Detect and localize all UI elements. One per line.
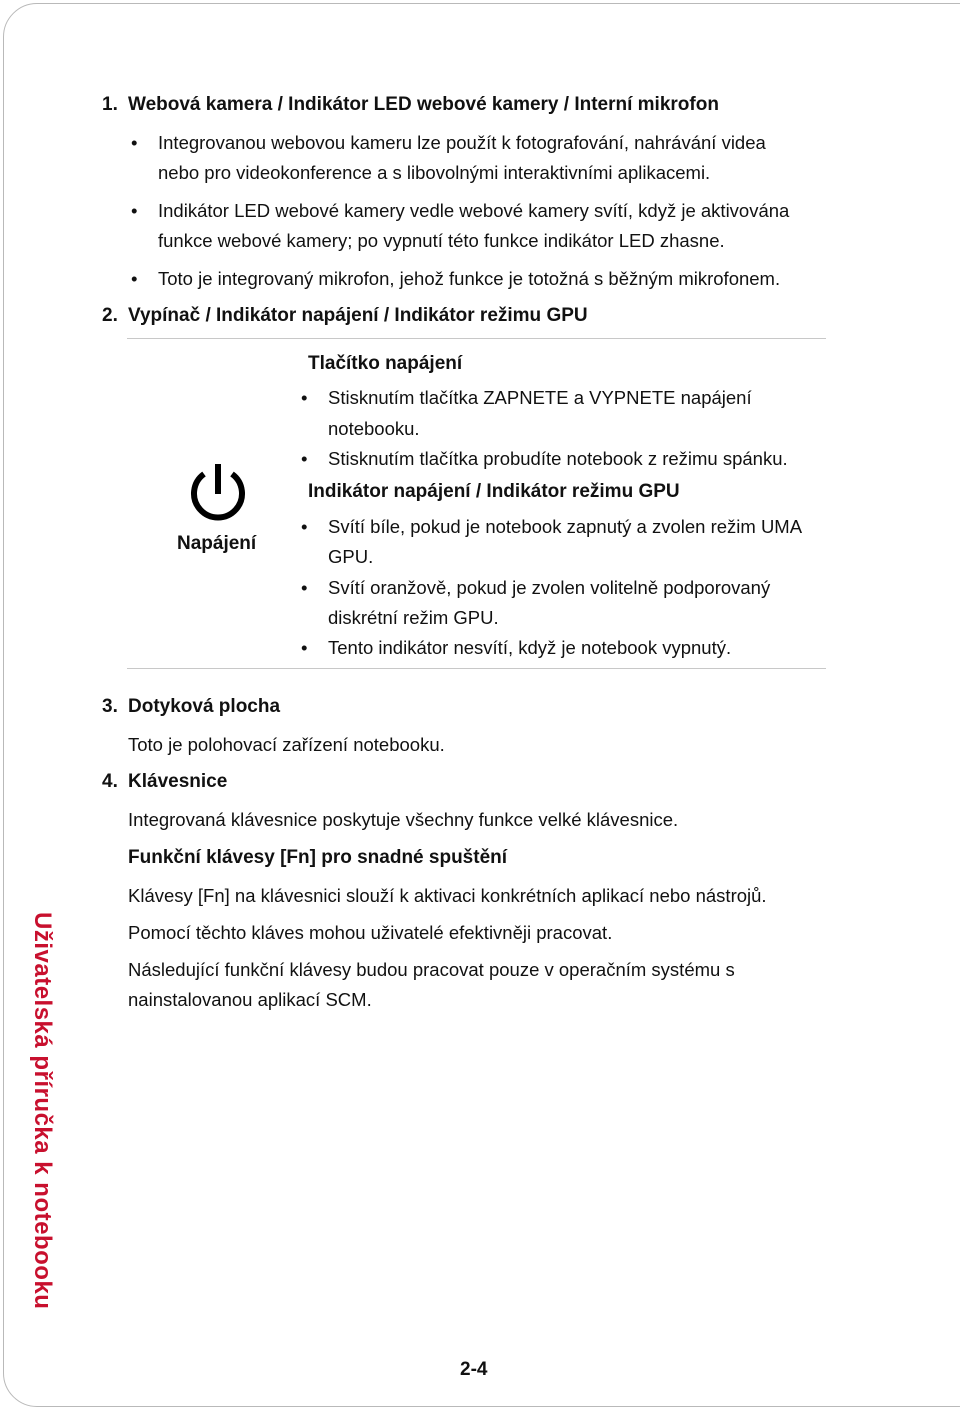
section-1-bullet-3: • Toto je integrovaný mikrofon, jehož funkce je totožná s běžným mikrofonem. [158,268,780,290]
section-4-number: 4. [102,771,118,792]
section-1-bullet-2-line-2: funkce webové kamery; po vypnutí této funkce indikátor LED zhasne. [158,230,725,251]
section-3-title: Dotyková plocha [128,696,281,717]
power-icon [190,460,246,526]
fn-keys-heading: Funkční klávesy [Fn] pro snadné spuštění [128,847,508,868]
power-indicator-bullet-3: • Tento indikátor nesvítí, když je notebook vypnutý. [328,637,731,659]
section-2-title: Vypínač / Indikátor napájení / Indikátor režimu GPU [128,305,588,326]
section-4-title: Klávesnice [128,771,228,792]
section-4-text-3: Pomocí těchto kláves mohou uživatelé efektivněji pracovat. [128,922,613,943]
page-number: 2-4 [460,1359,488,1380]
power-indicator-bullet-1-line-1: • Svítí bíle, pokud je notebook zapnutý a zvolen režim UMA [328,516,802,538]
section-1-bullet-2-line-1: • Indikátor LED webové kamery vedle webové kamery svítí, když je aktivována [158,200,789,222]
table-top-rule [127,338,826,339]
section-2-number: 2. [102,305,118,326]
section-4-text-1: Integrovaná klávesnice poskytuje všechny funkce velké klávesnice. [128,809,679,830]
section-4-text-4-line-2: nainstalovanou aplikací SCM. [128,989,372,1010]
power-button-heading: Tlačítko napájení [308,353,463,374]
power-label: Napájení [177,533,257,554]
section-1-number: 1. [102,94,118,115]
section-1-bullet-1-line-1: • Integrovanou webovou kameru lze použít k fotografování, nahrávání videa [158,132,766,154]
table-bottom-rule [127,668,826,669]
section-1-bullet-1-line-2: nebo pro videokonference a s libovolnými interaktivními aplikacemi. [158,162,711,183]
section-1-title: Webová kamera / Indikátor LED webové kamery / Interní mikrofon [128,94,719,115]
power-button-bullet-1-line-1: • Stisknutím tlačítka ZAPNETE a VYPNETE napájení [328,387,752,409]
section-3-number: 3. [102,696,118,717]
side-title: Uživatelská příručka k notebooku [29,912,56,1310]
power-indicator-bullet-2-line-2: diskrétní režim GPU. [328,607,499,628]
section-3-text: Toto je polohovací zařízení notebooku. [128,734,445,755]
power-indicator-bullet-1-line-2: GPU. [328,546,374,567]
section-4-text-2: Klávesy [Fn] na klávesnici slouží k aktivaci konkrétních aplikací nebo nástrojů. [128,885,767,906]
power-indicator-heading: Indikátor napájení / Indikátor režimu GPU [308,481,680,502]
power-button-bullet-2: • Stisknutím tlačítka probudíte notebook z režimu spánku. [328,448,788,470]
section-4-text-4-line-1: Následující funkční klávesy budou pracovat pouze v operačním systému s [128,959,735,980]
power-button-bullet-1-line-2: notebooku. [328,418,420,439]
power-indicator-bullet-2-line-1: • Svítí oranžově, pokud je zvolen volitelně podporovaný [328,577,770,599]
